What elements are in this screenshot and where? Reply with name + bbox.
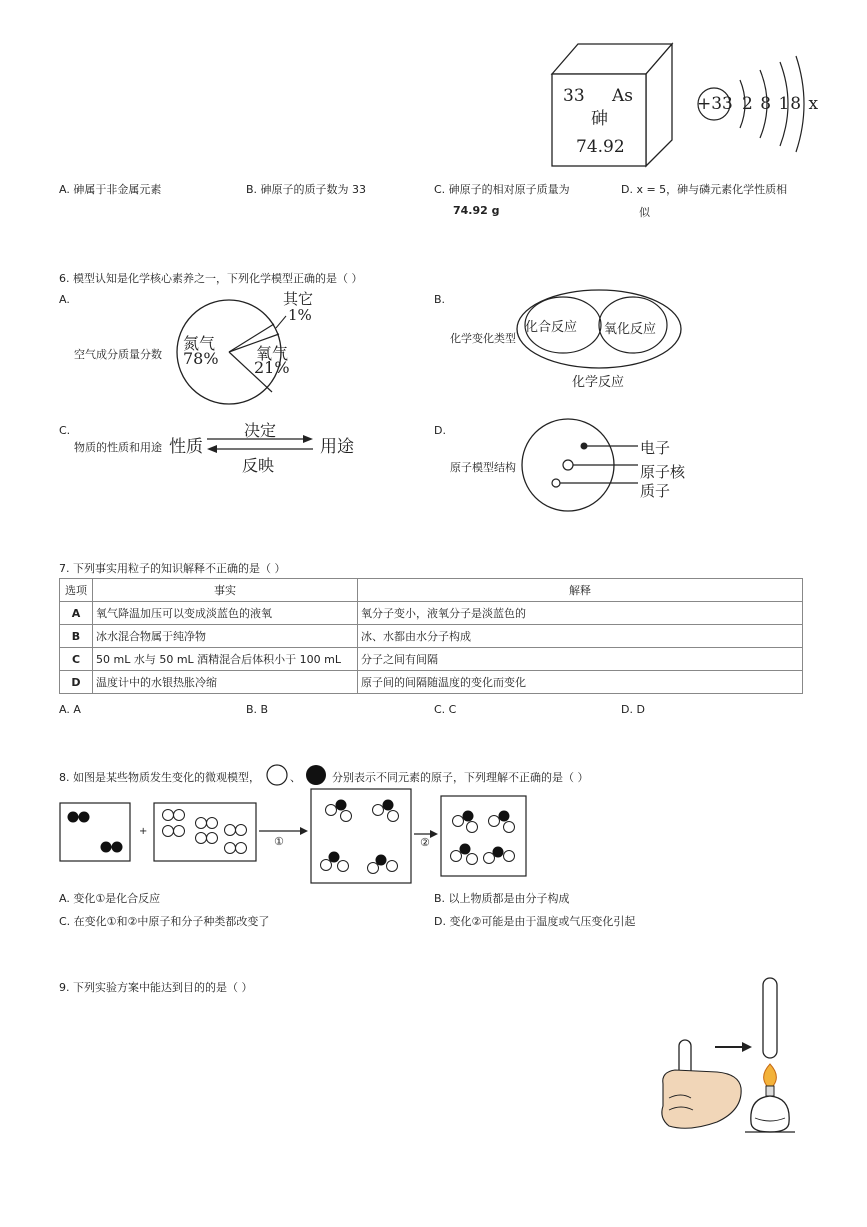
element-name: 砷 <box>591 109 608 129</box>
row-explanation: 冰、水都由水分子构成 <box>358 625 803 648</box>
alcohol-lamp-icon <box>751 1096 789 1132</box>
row-option: A <box>60 602 93 625</box>
pie-other-value: 1% <box>288 306 312 324</box>
legend-atoms <box>266 763 336 787</box>
q6-a-caption: 空气成分质量分数 <box>74 348 162 361</box>
q6-d-caption: 原子模型结构 <box>450 461 516 474</box>
nucleus-charge: +33 <box>697 94 733 114</box>
q8-stem-start: 8. 如图是某些物质发生变化的微观模型， <box>59 771 260 784</box>
row-explanation: 原子间的间隔随温度的变化而变化 <box>358 671 803 694</box>
pie-n2-value: 78% <box>183 349 219 368</box>
reflect-text: 反映 <box>242 456 275 475</box>
q6-c-caption: 物质的性质和用途 <box>74 441 162 454</box>
table-row <box>60 671 803 694</box>
electron-shells: 2 8 18 x <box>742 94 820 114</box>
step-1-label: ① <box>274 835 284 848</box>
q7-option-c[interactable]: C. C <box>434 703 457 716</box>
q6-option-a[interactable]: A. <box>59 293 70 306</box>
row-fact: 氧气降温加压可以变成淡蓝色的液氧 <box>93 602 358 625</box>
inner-combination: 化合反应 <box>525 320 578 335</box>
q7-option-d[interactable]: D. D <box>621 703 645 716</box>
q8-option-b[interactable]: B. 以上物质都是由分子构成 <box>434 892 570 905</box>
row-fact: 温度计中的水银热胀冷缩 <box>93 671 358 694</box>
q6-option-d[interactable]: D. <box>434 424 446 437</box>
table-row <box>60 602 803 625</box>
row-fact: 50 mL 水与 50 mL 酒精混合后体积小于 100 mL <box>93 648 358 671</box>
q8-option-d[interactable]: D. 变化②可能是由于温度或气压变化引起 <box>434 915 636 928</box>
q5-option-a[interactable]: A. 砷属于非金属元素 <box>59 183 162 196</box>
inner-oxidation: 氧化反应 <box>604 322 657 337</box>
q7-option-a[interactable]: A. A <box>59 703 81 716</box>
q5-option-b[interactable]: B. 砷原子的质子数为 33 <box>246 183 367 196</box>
pie-o2-name: 氧气 <box>256 344 289 363</box>
q8-stem-sep: 、 <box>290 771 301 784</box>
label-electron: 电子 <box>640 439 671 457</box>
flame-icon <box>764 1064 777 1088</box>
q5-option-d-cont: 似 <box>639 206 650 219</box>
header-fact: 事实 <box>93 579 358 602</box>
outer-chemical-reaction: 化学反应 <box>572 375 625 390</box>
pie-n2-name: 氮气 <box>183 334 216 353</box>
q6-stem: 6. 模型认知是化学核心素养之一，下列化学模型正确的是（ ） <box>59 272 363 285</box>
determine-text: 决定 <box>244 421 277 440</box>
q6-b-caption: 化学变化类型 <box>450 332 516 345</box>
q6-option-b[interactable]: B. <box>434 293 446 306</box>
element-symbol: As <box>612 86 634 106</box>
experiment-illustration <box>655 972 825 1142</box>
q8-option-a[interactable]: A. 变化①是化合反应 <box>59 892 161 905</box>
step-2-label: ② <box>420 836 430 849</box>
row-option: D <box>60 671 93 694</box>
row-explanation: 分子之间有间隔 <box>358 648 803 671</box>
row-option: C <box>60 648 93 671</box>
q7-option-b[interactable]: B. B <box>246 703 269 716</box>
inverted-tube-icon <box>763 978 777 1058</box>
micro-model-diagram <box>58 786 538 888</box>
pie-other-name: 其它 <box>283 290 314 308</box>
double-arrow <box>205 434 315 454</box>
row-option: B <box>60 625 93 648</box>
q8-stem-end: 分别表示不同元素的原子，下列理解不正确的是（ ） <box>332 771 589 784</box>
table-header-row <box>60 579 803 602</box>
property-text: 性质 <box>169 437 203 457</box>
hand-icon <box>662 1070 741 1128</box>
facts-table <box>59 578 803 694</box>
atomic-mass: 74.92 <box>576 137 625 157</box>
plus-sign: + <box>139 826 148 837</box>
q9-stem: 9. 下列实验方案中能达到目的的是（ ） <box>59 981 253 994</box>
atom-model-diagram <box>520 418 660 513</box>
q5-option-d[interactable]: D. x = 5，砷与磷元素化学性质相 <box>621 183 788 196</box>
q7-stem: 7. 下列事实用粒子的知识解释不正确的是（ ） <box>59 562 286 575</box>
row-explanation: 氧分子变小，液氧分子是淡蓝色的 <box>358 602 803 625</box>
q5-option-c-cont: 74.92 g <box>453 204 500 217</box>
white-atom-icon <box>267 765 287 785</box>
q8-option-c[interactable]: C. 在变化①和②中原子和分子种类都改变了 <box>59 915 270 928</box>
table-row <box>60 648 803 671</box>
table-row <box>60 625 803 648</box>
header-explanation: 解释 <box>358 579 803 602</box>
black-atom-icon <box>306 765 326 785</box>
use-text: 用途 <box>320 437 354 457</box>
q6-option-c[interactable]: C. <box>59 424 71 437</box>
pie-o2-value: 21% <box>254 358 290 377</box>
q5-option-c[interactable]: C. 砷原子的相对原子质量为 <box>434 183 570 196</box>
header-option: 选项 <box>60 579 93 602</box>
label-nucleus: 原子核 <box>640 463 686 481</box>
atomic-number: 33 <box>563 86 585 106</box>
row-fact: 冰水混合物属于纯净物 <box>93 625 358 648</box>
label-proton: 质子 <box>640 482 671 500</box>
